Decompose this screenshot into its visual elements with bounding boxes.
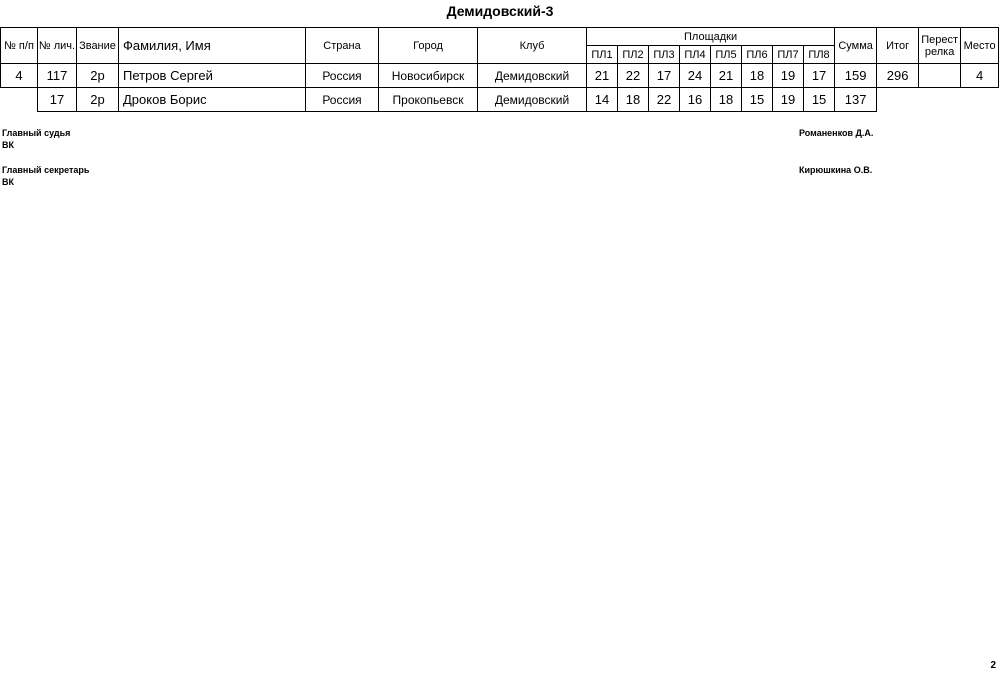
cell-pl2: 22 bbox=[618, 64, 649, 88]
cell-city: Новосибирск bbox=[379, 64, 478, 88]
cell-pl8: 15 bbox=[804, 88, 835, 112]
cell-sum: 137 bbox=[835, 88, 877, 112]
header-club: Клуб bbox=[478, 28, 587, 64]
cell-npp: 4 bbox=[1, 64, 38, 88]
header-pl6: ПЛ6 bbox=[742, 46, 773, 64]
cell-npp-empty bbox=[1, 88, 38, 112]
cell-pl4: 24 bbox=[680, 64, 711, 88]
header-nlich: № лич. bbox=[38, 28, 77, 64]
header-name: Фамилия, Имя bbox=[119, 28, 306, 64]
cell-name: Петров Сергей bbox=[119, 64, 306, 88]
table-row bbox=[1, 64, 999, 88]
header-city: Город bbox=[379, 28, 478, 64]
cell-pl1: 21 bbox=[587, 64, 618, 88]
cell-pl4: 16 bbox=[680, 88, 711, 112]
page-number: 2 bbox=[990, 660, 996, 671]
cell-pl6: 15 bbox=[742, 88, 773, 112]
cell-pl1: 14 bbox=[587, 88, 618, 112]
cell-pl5: 18 bbox=[711, 88, 742, 112]
judge-block bbox=[2, 127, 70, 151]
header-row bbox=[1, 28, 999, 46]
cell-pl2: 18 bbox=[618, 88, 649, 112]
cell-pl3: 22 bbox=[649, 88, 680, 112]
cell-country: Россия bbox=[306, 88, 379, 112]
cell-shootoff-empty bbox=[919, 88, 961, 112]
header-pl8: ПЛ8 bbox=[804, 46, 835, 64]
header-total: Итог bbox=[877, 28, 919, 64]
secretary-block bbox=[2, 164, 89, 188]
secretary-name: Кирюшкина О.В. bbox=[799, 165, 873, 175]
header-pl4: ПЛ4 bbox=[680, 46, 711, 64]
cell-pl6: 18 bbox=[742, 64, 773, 88]
header-pl7: ПЛ7 bbox=[773, 46, 804, 64]
cell-pl7: 19 bbox=[773, 88, 804, 112]
cell-rank: 2р bbox=[77, 88, 119, 112]
header-npp: № п/п bbox=[1, 28, 38, 64]
header-areas: Площадки bbox=[587, 28, 835, 46]
cell-total-empty bbox=[877, 88, 919, 112]
cell-nlich: 17 bbox=[38, 88, 77, 112]
cell-nlich: 117 bbox=[38, 64, 77, 88]
header-place: Место bbox=[961, 28, 999, 64]
header-pl5: ПЛ5 bbox=[711, 46, 742, 64]
cell-shootoff bbox=[919, 64, 961, 88]
header-shootoff: Перест релка bbox=[919, 28, 961, 64]
judge-title: Главный судья bbox=[2, 128, 71, 138]
cell-country: Россия bbox=[306, 64, 379, 88]
cell-club: Демидовский bbox=[478, 88, 587, 112]
cell-sum: 159 bbox=[835, 64, 877, 88]
cell-city: Прокопьевск bbox=[379, 88, 478, 112]
table-row bbox=[1, 88, 999, 112]
cell-club: Демидовский bbox=[478, 64, 587, 88]
secretary-category: ВК bbox=[2, 177, 14, 187]
page-title: Демидовский-3 bbox=[446, 3, 554, 19]
cell-total: 296 bbox=[877, 64, 919, 88]
secretary-title: Главный секретарь bbox=[2, 165, 90, 175]
cell-pl8: 17 bbox=[804, 64, 835, 88]
header-pl3: ПЛ3 bbox=[649, 46, 680, 64]
header-pl2: ПЛ2 bbox=[618, 46, 649, 64]
cell-pl5: 21 bbox=[711, 64, 742, 88]
results-table bbox=[0, 27, 999, 112]
header-sum: Сумма bbox=[835, 28, 877, 64]
cell-pl7: 19 bbox=[773, 64, 804, 88]
header-country: Страна bbox=[306, 28, 379, 64]
cell-pl3: 17 bbox=[649, 64, 680, 88]
header-pl1: ПЛ1 bbox=[587, 46, 618, 64]
header-rank: Звание bbox=[77, 28, 119, 64]
cell-place-empty bbox=[961, 88, 999, 112]
cell-place: 4 bbox=[961, 64, 999, 88]
cell-name: Дроков Борис bbox=[119, 88, 306, 112]
cell-rank: 2р bbox=[77, 64, 119, 88]
judge-name: Романенков Д.А. bbox=[799, 128, 874, 138]
judge-category: ВК bbox=[2, 140, 14, 150]
